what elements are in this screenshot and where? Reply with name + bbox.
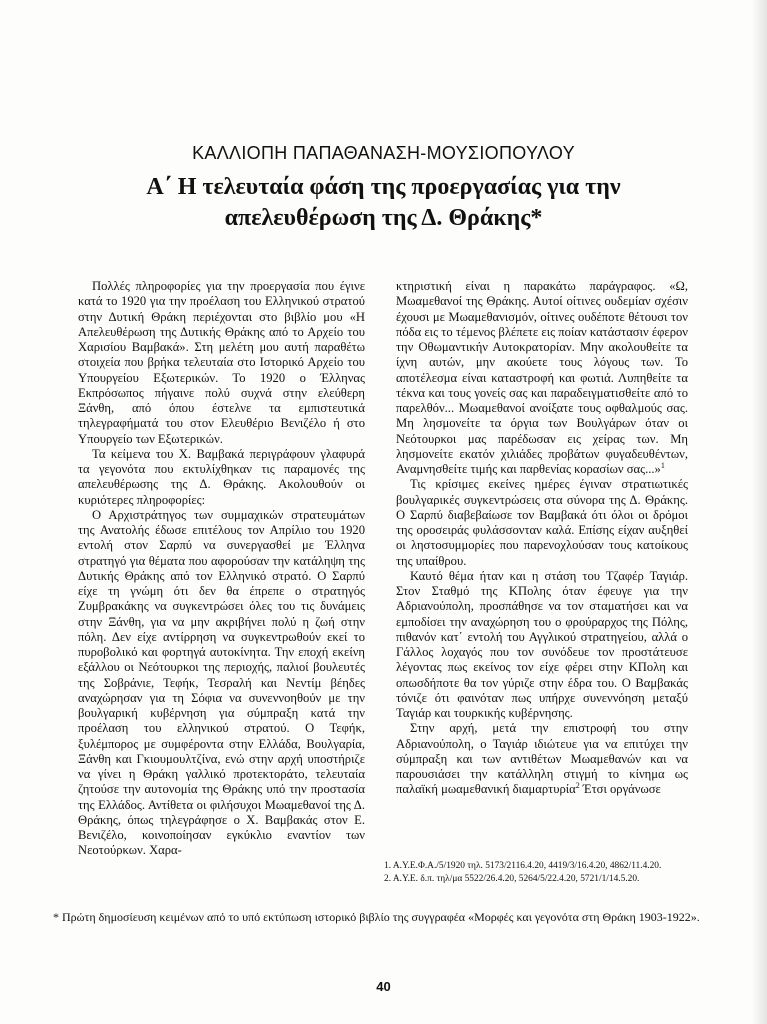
paragraph: Ο Αρχιστράτηγος των συμμαχικών στρατευμάτων της Ανατολής έδωσε επιτέλους τον Απρίλιο του 1920 εντολή στον Σαρπύ να συνεργασθεί με Έλληνα στρατηγό για θέματα που αφορούσαν την κατάληψη της Δυτικής Θράκης από τον Ελληνικό στρατό. Ο Σαρπύ είχε τη γνώμη ότι δεν θα έπρεπε ο στρατηγός Ζυμβρακάκης να συγκεντρώσει όλες του τις δυνάμεις στην Ξάνθη, για να μην ακριβήνει πολύ η ζωή στην πόλη. Δεν είχε αντίρρηση να συγκεντρωθούν εκεί το πυροβολικό και φορτηγά αυτοκίνητα. Την εποχή εκείνη εξάλλου οι Νεότουρκοι της περιοχής, παλιοί βουλευτές της Σοβράνιε, Τεφήκ, Τεσραλή και Νεντίμ βέηδες αναχώρησαν για τη Σόφια να συνεννοηθούν με την βουλγαρική κυβέρνηση για σύμπραξη κατά την προέλαση του ελληνικού στρατού. Ο Τεφήκ, ξυλέμπορος με συμφέροντα στην Ελλάδα, Βουλγαρία, Ξάνθη και Γκιουμουλτζίνα, ενώ στην αρχή υποστήριζε να γίνει η Θράκη γαλλικό προτεκτοράτο, τελευταία ζητούσε την αυτονομία της Θράκης υπό την προστασία της Ελλάδος. Αντίθετα οι φιλήσυχοι Μωαμεθανοί της Δ. Θράκης, όπως τηλεγράφησε ο Χ. Βαμβακάς στον Ε. Βενιζέλο, κοινοποίησαν εγκύκλιο εναντίον των Νεοτούρκων. Χαρα- (78, 507, 365, 858)
paragraph-text: Έτσι οργάνωσε (579, 782, 661, 797)
page-edge-shadow (752, 0, 767, 1024)
paragraph: Πολλές πληροφορίες για την προεργασία που έγινε κατά το 1920 για την προέλαση του Ελληνικού στρατού στην Δυτική Θράκη περιέχονται στο βιβλίο μου «Η Απελευθέρωση της Δυτικής Θράκης από το Αρχείο του Χαρισίου Βαμβακά». Στη μελέτη μου αυτή παραθέτω στοιχεία που βρήκα τελευταία στο Ιστορικό Αρχείο του Υπουργείου Εξωτερικών. Το 1920 ο Έλληνας Εκπρόσωπος πήγαινε πολύ συχνά στην ελεύθερη Ξάνθη, από όπου έστελνε τα εμπιστευτικά τηλεγραφήματά του στον Ελευθέριο Βενιζέλο ή στο Υπουργείο των Εξωτερικών. (78, 279, 365, 446)
title-line-2: απελευθέρωση της Δ. Θράκης* (224, 205, 543, 231)
left-column (78, 279, 365, 859)
publication-note: * Πρώτη δημοσίευση κειμένων από το υπό εκτύπωση ιστορικό βιβλίο της συγγραφέα «Μορφές και γεγονότα στη Θράκη 1903-1922». (53, 910, 700, 924)
right-column (396, 279, 688, 798)
title-line-1: Α΄ Η τελευταία φάση της προεργασίας για την (146, 174, 621, 200)
paragraph (396, 721, 688, 797)
paragraph-text: κτηριστική είναι η παρακάτω παράγραφος. «Ω, Μωαμεθανοί της Θράκης. Αυτοί οίτινες ουδεμίαν σχέσιν έχουσι με Μωαμεθανισμόν, οίτινες ουδέποτε θέτουσι τον πόδα εις το τέμενος βλέπετε εις ποίαν κατάστασιν έφερον την Οθωμαντικήν Αυτοκρατορίαν. Μην ακολουθείτε τα ίχνη αυτών, μην ακούετε τους λόγους των. Το αποτέλεσμα είναι καταστροφή και φωτιά. Λυπηθείτε τα τέκνα και τους γονείς σας και παραδειγματισθείτε από το παρελθόν... Μωαμεθανοί ανοίξατε τους οφθαλμούς σας. Μη λησμονείτε τα όργια των Βουλγάρων όταν οι Νεότουρκοι μας παρέδωσαν εις χείρας των. Μη λησμονείτε εκατόν χιλιάδες προβάτων φυγαδευθέντων, Αναμνησθείτε τιμής και παρθενίας κορασίων σας...» (396, 279, 688, 476)
footnote-reference: 1 (660, 460, 665, 470)
author-name: ΚΑΛΛΙΟΠΗ ΠΑΠΑΘΑΝΑΣΗ-ΜΟΥΣΙΟΠΟΥΛΟΥ (192, 143, 575, 163)
footnote: 2. Α.Υ.Ε. δ.π. τηλ/μα 5522/26.4.20, 5264/5/22.4.20, 5721/1/14.5.20. (384, 874, 640, 884)
footnote-reference: 2 (575, 781, 580, 791)
page-number: 40 (376, 979, 391, 994)
paragraph: Τις κρίσιμες εκείνες ημέρες έγιναν στρατιωτικές βουλγαρικές συγκεντρώσεις στα σύνορα της Δ. Θράκης. Ο Σαρπύ διαβεβαίωσε τον Βαμβακά ότι όλοι οι δρόμοι της οροσειράς φυλάσσονταν καλά. Επίσης είχαν αυξηθεί οι ληστοσυμμορίες που παρενοχλούσαν τους κατοίκους της υπαίθρου. (396, 477, 688, 568)
paragraph-text: Στην αρχή, μετά την επιστροφή του στην Αδριανούπολη, ο Ταγιάρ ιδιώτευε για να επιτύχει την σύμπραξη και των αντιθέτων Μωαμεθανών και να παρουσιάσει την κατάλληλη στιγμή το κίνημα ως παλαϊκή μωαμεθανική διαμαρτυρία (396, 721, 688, 797)
article-title (100, 172, 667, 234)
footnote: 1. Α.Υ.Ε.Φ.Α./5/1920 τηλ. 5173/2116.4.20, 4419/3/16.4.20, 4862/11.4.20. (384, 861, 662, 871)
footnotes (384, 860, 744, 886)
paragraph: Καυτό θέμα ήταν και η στάση του Τζαφέρ Ταγιάρ. Στον Σταθμό της ΚΠολης όταν έφευγε για την Αδριανούπολη, προσπάθησε να τον σταματήσει και να εμποδίσει την αναχώρηση του ο φρούραρχος της Πόλης, πιθανόν κατ΄ εντολή του Αγγλικού στρατηγείου, αλλά ο Γάλλος λοχαγός που τον συνόδευε τον προστάτευσε λέγοντας πως εκείνος τον είχε φέρει στην ΚΠολη και οπωσδήποτε θα τον γύριζε στην έδρα του. Ο Βαμβακάς τόνιζε ότι φαινόταν πως υπήρχε συνεννόηση μεταξύ Ταγιάρ και τουρκικής κυβέρνησης. (396, 568, 688, 720)
paragraph: Τα κείμενα του Χ. Βαμβακά περιγράφουν γλαφυρά τα γεγονότα που εκτυλίχθηκαν τις παραμονές της απελευθέρωσης της Δ. Θράκης. Ακολουθούν οι κυριότερες πληροφορίες: (78, 446, 365, 507)
paragraph (396, 279, 688, 477)
